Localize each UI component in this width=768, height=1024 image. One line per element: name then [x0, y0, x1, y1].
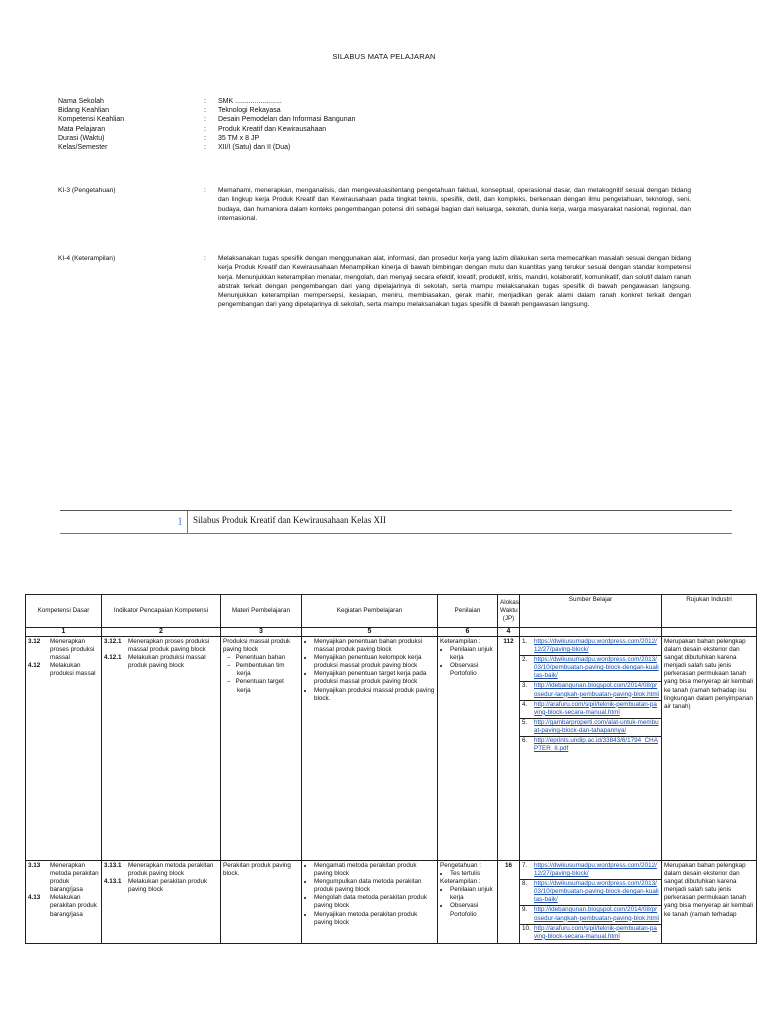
- info-row: Nama Sekolah : SMK ........................: [58, 98, 282, 105]
- source-link[interactable]: https://dwikusumadpu.wordpress.com/2012/12/27/paving-block/: [534, 638, 657, 654]
- materi-cell: Produksi massal produk paving block – Penentuan bahan – Pembentukan tim kerja – Penentuan target kerja: [221, 637, 302, 861]
- source-link[interactable]: https://dwikusumadpu.wordpress.com/2013/03/10/pembuatan-paving-block-dengan-kualitas-baik/: [534, 880, 659, 904]
- column-header: Kegiatan Pembelajaran: [302, 595, 438, 628]
- source-link[interactable]: http://eprints.undip.ac.id/33843/6/1794_CHAPTER_II.pdf: [534, 737, 658, 753]
- list-item: – Penentuan bahan: [237, 654, 299, 662]
- rujukan-cell: Merupakan bahan pelengkap dalam desain eksterior dan sangat dibutuhkan karena menjadi salah satu jenis perkerasan permukaan tanah yang bisa menyerap air kembali ke tanah (ramah terhadap: [662, 861, 757, 944]
- kd-cell: 3.12 Menerapkan proses produksi massal 4.12 Melakukan produksi massal: [26, 637, 102, 861]
- column-header: Sumber Belajar: [520, 595, 662, 628]
- list-item: • Observasi Portofolio: [450, 662, 495, 678]
- table-row: [26, 861, 757, 944]
- list-item: – Penentuan target kerja: [237, 678, 299, 694]
- column-number: 2: [102, 628, 221, 637]
- sumber-cell: [520, 861, 662, 944]
- materi-cell: Perakitan produk paving block.: [221, 861, 302, 944]
- source-link[interactable]: https://dwikusumadpu.wordpress.com/2012/12/27/paving-block/: [534, 862, 657, 878]
- ki4-text: Melaksanakan tugas spesifik dengan menggunakan alat, informasi, dan prosedur kerja yang lazim dilakukan serta memecahkan masalah sesuai dengan bidang kerja Produk Kreatif dan Kewirausahaan Menampilkan kinerja di bawah bimbingan dengan mutu dan kuantitas yang terukur sesuai dengan standar kompetensi kerja. Menunjukkan keterampilan menalar, mengolah, dan menyaji secara efektif, kreatif, produktif, kritis, mandiri, kolaboratif, komunikatif, dan solutif dalam ranah abstrak terkait dengan pengembangan dari yang dipelajarinya di sekolah, serta mampu melaksanakan tugas spesifik di bawah pengawasan langsung. Menunjukkan keterampilan mempersepsi, kesiapan, meniru, membiasakan, gerak mahir, menjadikan gerak alami dalam ranah konkret terkait dengan pengembangan dari yang dipelajarinya di sekolah, serta mampu melaksanakan tugas spesifik di bawah pengawasan langsung.: [218, 255, 691, 309]
- ki3-label: KI-3 (Pengetahuan): [58, 187, 116, 194]
- source-link[interactable]: http://arafuru.com/sipil/teknik-pembuatan-paving-block-secara-manual.html: [534, 924, 657, 940]
- ki4-label: KI-4 (Keterampilan): [58, 255, 116, 262]
- column-number: [662, 628, 757, 637]
- column-number-row: [26, 628, 757, 637]
- list-item: 9. http://idebangunan.blogspot.com/2014/08/prosedur-langkah-pembuatan-paving-blok.html: [520, 906, 661, 924]
- ki3-text: Memahami, menerapkan, menganalisis, dan mengevaluasitentang pengetahuan faktual, konseptual, operasional dasar, dan metakognitif sesuai dengan bidang dan lingkup kerja Produk Kreatif dan Kewirausahaan pada tingkat teknis, spesifik, detil, dan kompleks, berkenaan dengan ilmu pengetahuan, teknologi, seni, budaya, dan humaniora dalam konteks pengembangan potensi diri sebagai bagian dari keluarga, sekolah, dunia kerja, warga masyarakat nasional, regional, dan internasional.: [218, 187, 691, 222]
- column-header: Penilaian: [438, 595, 498, 628]
- ipk-cell: 3.13.1 Menerapkan metoda perakitan produk paving block 4.13.1 Melakukan perakitan produk paving block: [102, 861, 221, 944]
- list-item: • Mengamati metoda perakitan produk paving block: [314, 862, 435, 878]
- kegiatan-cell: [302, 637, 438, 861]
- list-item: • Penilaian unjuk kerja: [450, 646, 495, 662]
- ki3-section: KI-3 (Pengetahuan) : Memahami, menerapkan, menganalisis, dan mengevaluasitentang pengetahuan faktual, konseptual, operasional dasar, dan metakognitif sesuai dengan bidang dan lingkup kerja Produk Kreatif dan Kewirausahaan pada tingkat teknis, spesifik, detil, dan kompleks, berkenaan dengan ilmu pengetahuan, teknologi, seni, budaya, dan humaniora dalam konteks pengembangan potensi diri sebagai bagian dari keluarga, sekolah, dunia kerja, warga masyarakat nasional, regional, dan internasional.: [58, 187, 691, 222]
- sumber-cell: [520, 637, 662, 861]
- info-row: Kompetensi Keahlian : Desain Pemodelan dan Informasi Bangunan: [58, 116, 356, 124]
- footer-divider: [187, 511, 188, 533]
- column-number: [520, 628, 662, 637]
- column-number: 4: [498, 628, 520, 637]
- page-number: 1: [177, 514, 183, 528]
- info-row: Durasi (Waktu) : 35 TM x 8 JP: [58, 134, 260, 142]
- penilaian-cell: Keterampilan : • Penilaian unjuk kerja • Observasi Portofolio: [438, 637, 498, 861]
- list-item: • Observasi Portofolio: [450, 902, 495, 918]
- ipk-cell: 3.12.1 Menerapkan proses produksi massal produk paving block 4.12.1 Melakukan produksi massal produk paving block: [102, 637, 221, 861]
- penilaian-cell: Pengetahuan : • Tes tertulis Keterampilan : • Penilaian unjuk kerja • Observasi Portofolio: [438, 861, 498, 944]
- list-item: 6. http://eprints.undip.ac.id/33843/6/1794_CHAPTER_II.pdf: [522, 737, 658, 753]
- column-header: Indikator Pencapaian Kompetensi: [102, 595, 221, 628]
- alokasi-cell: 16: [498, 861, 520, 944]
- document-title: SILABUS MATA PELAJARAN: [332, 52, 436, 61]
- list-item: • Menyajikan produksi massal produk paving block.: [314, 687, 435, 703]
- syllabus-table: [25, 594, 757, 944]
- rujukan-cell: Merupakan bahan pelengkap dalam desain eksterior dan sangat dibutuhkan karena menjadi salah satu jenis perkerasan permukaan tanah yang bisa menyerap air kembali ke tanah (ramah terhadap isu lingkungan dalam penyimpanan air tanah): [662, 637, 757, 861]
- page-footer: [60, 510, 732, 534]
- source-link[interactable]: http://arafuru.com/sipil/teknik-pembuatan-paving-block-secara-manual.html: [534, 700, 657, 716]
- column-number: 3: [221, 628, 302, 637]
- list-item: 1. https://dwikusumadpu.wordpress.com/2012/12/27/paving-block/: [520, 638, 661, 656]
- kegiatan-cell: [302, 861, 438, 944]
- column-header: Rujukan Industri: [662, 595, 757, 628]
- column-header: Kompetensi Dasar: [26, 595, 102, 628]
- info-row: Bidang Keahlian : Teknologi Rekayasa: [58, 107, 281, 115]
- info-row: Kelas/Semester : XII/I (Satu) dan II (Dua): [58, 144, 291, 152]
- list-item: 8. https://dwikusumadpu.wordpress.com/2013/03/10/pembuatan-paving-block-dengan-kualitas-baik/: [520, 880, 661, 906]
- column-header: Materi Pembelajaran: [221, 595, 302, 628]
- info-row: Mata Pelajaran : Produk Kreatif dan Kewirausahaan: [58, 125, 327, 133]
- footer-text: Silabus Produk Kreatif dan Kewirausahaan Kelas XII: [193, 515, 386, 525]
- list-item: • Tes tertulis: [450, 870, 495, 878]
- list-item: 5. http://gambarproperti.com/alat-untuk-membuat-paving-block-dan-tahapannya/: [520, 719, 661, 737]
- list-item: • Menyajikan penentuan kelompok kerja produksi massal produk paving block: [314, 654, 435, 670]
- column-header: Alokasi Waktu (JP): [498, 595, 520, 628]
- list-item: • Menyajikan penentuan target kerja pada produksi massal produk paving block: [314, 670, 435, 686]
- column-number: 5: [302, 628, 438, 637]
- list-item: • Menyajikan penentuan bahan produksi massal produk paving block: [314, 638, 435, 654]
- source-link[interactable]: https://dwikusumadpu.wordpress.com/2013/03/10/pembuatan-paving-block-dengan-kualitas-baik/: [534, 656, 659, 680]
- kd-cell: 3.13 Menerapkan metoda perakitan produk barang/jasa 4.13 Melakukan perakitan produk barang/jasa: [26, 861, 102, 944]
- list-item: • Mengumpulkan data metoda perakitan produk paving block: [314, 878, 435, 894]
- list-item: 3. http://idebangunan.blogspot.com/2014/08/prosedur-langkah-pembuatan-paving-blok.html: [520, 682, 661, 700]
- source-link[interactable]: http://idebangunan.blogspot.com/2014/08/prosedur-langkah-pembuatan-paving-blok.html: [534, 682, 659, 698]
- list-item: • Menyajikan metoda perakitan produk paving block: [314, 911, 435, 927]
- list-item: 4. http://arafuru.com/sipil/teknik-pembuatan-paving-block-secara-manual.html: [520, 701, 661, 719]
- list-item: – Pembentukan tim kerja: [237, 662, 299, 678]
- list-item: 10. http://arafuru.com/sipil/teknik-pembuatan-paving-block-secara-manual.html: [520, 925, 661, 942]
- source-link[interactable]: http://gambarproperti.com/alat-untuk-membuat-paving-block-dan-tahapannya/: [534, 718, 659, 734]
- source-link[interactable]: http://idebangunan.blogspot.com/2014/08/prosedur-langkah-pembuatan-paving-blok.html: [534, 906, 659, 922]
- column-number: 6: [438, 628, 498, 637]
- alokasi-cell: 112: [498, 637, 520, 861]
- table-row: [26, 637, 757, 861]
- school-info: [58, 97, 418, 152]
- column-number: 1: [26, 628, 102, 637]
- list-item: • Mengolah data metoda perakitan produk paving block: [314, 894, 435, 910]
- ki4-section: KI-4 (Keterampilan) : Melaksanakan tugas spesifik dengan menggunakan alat, informasi, dan prosedur kerja yang lazim dilakukan serta memecahkan masalah sesuai dengan bidang kerja Produk Kreatif dan Kewirausahaan Menampilkan kinerja di bawah bimbingan dengan mutu dan kuantitas yang terukur sesuai dengan standar kompetensi kerja. Menunjukkan keterampilan menalar, mengolah, dan menyaji secara efektif, kreatif, produktif, kritis, mandiri, kolaboratif, komunikatif, dan solutif dalam ranah abstrak terkait dengan pengembangan dari yang dipelajarinya di sekolah, serta mampu melaksanakan tugas spesifik di bawah pengawasan langsung. Menunjukkan keterampilan mempersepsi, kesiapan, meniru, membiasakan, gerak mahir, menjadikan gerak alami dalam ranah konkret terkait dengan pengembangan dari yang dipelajarinya di sekolah, serta mampu melaksanakan tugas spesifik di bawah pengawasan langsung.: [58, 255, 691, 309]
- table-header-row: [26, 595, 757, 628]
- list-item: 2. https://dwikusumadpu.wordpress.com/2013/03/10/pembuatan-paving-block-dengan-kualitas-baik/: [520, 656, 661, 682]
- list-item: • Penilaian unjuk kerja: [450, 886, 495, 902]
- list-item: 7. https://dwikusumadpu.wordpress.com/2012/12/27/paving-block/: [520, 862, 661, 880]
